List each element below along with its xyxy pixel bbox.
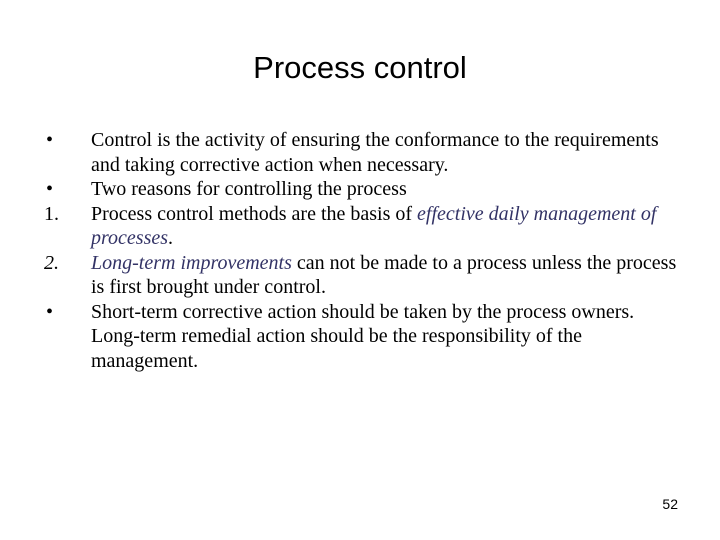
- emphasis-text: effective daily management of processes: [91, 202, 657, 249]
- list-item: [44, 202, 684, 251]
- list-item: [44, 128, 684, 177]
- page-number: 52: [662, 496, 678, 512]
- bullet-text: [91, 251, 684, 300]
- bullet-text: Two reasons for controlling the process: [91, 178, 407, 200]
- list-item: [44, 177, 684, 202]
- list-item: [44, 300, 684, 374]
- bullet-text: Short-term corrective action should be taken by the process owners. Long-term remedial action should be the responsibility of the management.: [91, 300, 635, 372]
- number-marker: 1.: [44, 202, 59, 225]
- bullet-marker: •: [46, 300, 54, 323]
- slide-title: Process control: [253, 50, 467, 85]
- text-segment: .: [168, 227, 174, 249]
- bullet-text: [91, 202, 684, 251]
- number-marker: 2.: [44, 251, 59, 274]
- bullet-marker: •: [46, 129, 54, 151]
- bullet-list: [44, 128, 684, 373]
- bullet-marker: •: [46, 178, 54, 200]
- bullet-text: Control is the activity of ensuring the conformance to the requirements and taking corrective action when necessary.: [91, 129, 659, 176]
- list-item: [44, 251, 684, 300]
- emphasis-text: Long-term improvements: [91, 251, 292, 274]
- text-segment: Process control methods are the basis of: [91, 202, 418, 225]
- text-segment: can not be made to a process unless the process is first brought under control.: [91, 251, 677, 298]
